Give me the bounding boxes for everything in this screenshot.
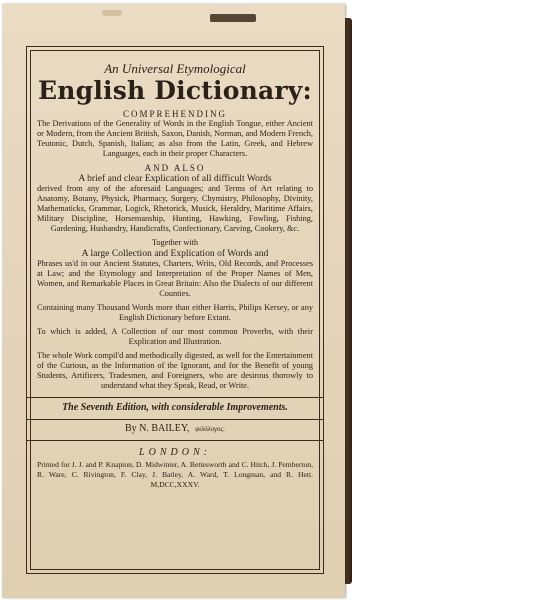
title-page <box>2 4 345 598</box>
paragraph-explication-lead: A brief and clear Explication of all difficult Words <box>78 173 272 184</box>
together-with-heading: Together with <box>151 238 199 247</box>
and-also-heading: AND ALSO <box>144 163 206 173</box>
imprint-printers: Printed for J. J. and P. Knapton, D. Midwinter, A. Bettesworth and C. Hitch, J. Pemberton, R. Ware, C. Rivington, F. Clay, J. Batley, A. Ward, T. Longman, and R. Hett. M,DCC,XXXV. <box>37 460 313 489</box>
author-line <box>37 423 313 434</box>
divider-rule <box>27 440 323 441</box>
divider-rule <box>27 397 323 398</box>
edition-line: The Seventh Edition, with considerable Improvements. <box>62 402 288 413</box>
paragraph-proverbs: To which is added, A Collection of our most common Proverbs, with their Explication and Illustration. <box>37 327 313 346</box>
author-name: By N. BAILEY, <box>125 423 190 434</box>
author-epithet: φιλόλογος. <box>195 425 225 433</box>
page-faded-inscription <box>102 10 122 16</box>
title-line-2: English Dictionary: <box>38 76 312 105</box>
divider-rule <box>27 419 323 420</box>
title-line-1: An Universal Etymological <box>104 61 246 76</box>
paragraph-derivations: The Derivations of the Generality of Words in the English Tongue, either Ancient or Modern, from the Ancient British, Saxon, Danish, Norman, and Modern French, Teutonic, Dutch, Spanish, Italian; as also from the Latin, Greek, and Hebrew Languages, each in their proper Characters. <box>37 119 313 158</box>
paragraph-collection-lead: A large Collection and Explication of Words and <box>81 248 269 259</box>
title-page-border <box>26 46 324 574</box>
page-stain <box>210 14 256 22</box>
paragraph-explication: derived from any of the aforesaid Languages; and Terms of Art relating to Anatomy, Botany, Physick, Pharmacy, Surgery, Chymistry, Philosophy, Divinity, Mathematicks, Grammar, Logick, Rhetorick, Musick, Heraldry, Maritime Affairs, Military Discipline, Horsemanship, Hunting, Hawking, Fowling, Fishing, Gardening, Husbandry, Handicrafts, Confectionary, Carving, Cookery, &c. <box>37 184 313 233</box>
comprehending-heading: COMPREHENDING <box>122 109 227 119</box>
paragraph-whole-work: The whole Work compil'd and methodically digested, as well for the Entertainment of the Curious, as the Information of the Ignorant, and for the Benefit of young Students, Artificers, Tradesmen, and Foreigners, who are desirous thorowly to understand what they Speak, Read, or Write. <box>37 351 313 390</box>
imprint-place: LONDON: <box>139 447 211 458</box>
title-page-content <box>37 55 313 490</box>
paragraph-containing: Containing many Thousand Words more than either Harris, Philips Kersey, or any English Dictionary before Extant. <box>37 303 313 322</box>
paragraph-collection: Phrases us'd in our Ancient Statutes, Charters, Writs, Old Records, and Processes at Law; and the Etymology and Interpretation of the Proper Names of Men, Women, and Remarkable Places in Great Britain: Also the Dialects of our different Counties. <box>37 259 313 298</box>
